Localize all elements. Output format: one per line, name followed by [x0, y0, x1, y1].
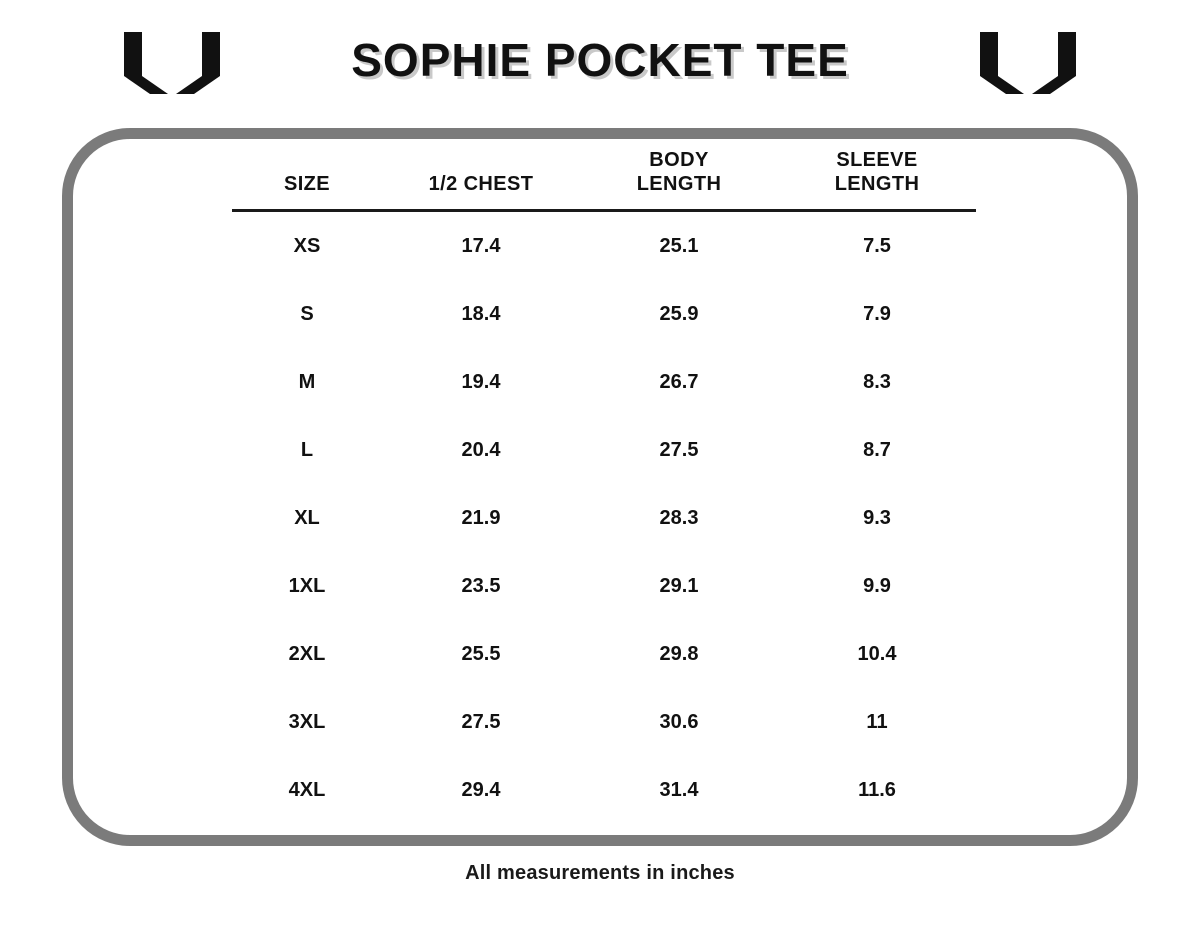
- size-chart-table: [232, 148, 976, 824]
- table-header-row: [232, 148, 976, 210]
- column-header-body-length: [580, 148, 778, 210]
- cell-sleeve-length: 8.3: [863, 370, 891, 393]
- cell-sleeve-length: 11.6: [858, 778, 896, 801]
- table-row: [232, 484, 976, 552]
- cell-sleeve-length: 9.9: [863, 574, 891, 597]
- cell-body-length: 25.1: [659, 234, 699, 257]
- cell-size: XL: [294, 506, 320, 529]
- cell-sleeve-length: 8.7: [863, 438, 891, 461]
- cell-size: L: [300, 438, 314, 461]
- cell-body-length: 26.7: [659, 370, 699, 393]
- column-header-sleeve-length-line2: LENGTH: [834, 173, 920, 196]
- column-header-body-length-line1: BODY: [649, 149, 709, 171]
- table-header: [232, 148, 976, 210]
- cell-body-length: 31.4: [659, 778, 699, 801]
- cell-size: 1XL: [288, 574, 326, 597]
- cell-half-chest: 19.4: [461, 370, 501, 393]
- table-row: [232, 552, 976, 620]
- cell-body-length: 28.3: [659, 506, 699, 529]
- cell-half-chest: 17.4: [461, 234, 501, 257]
- page-title: SOPHIE POCKET TEE: [351, 34, 849, 86]
- cell-sleeve-length: 7.5: [863, 234, 891, 257]
- table-row: [232, 280, 976, 348]
- cell-body-length: 29.1: [659, 574, 699, 597]
- cell-sleeve-length: 10.4: [857, 642, 897, 665]
- cell-half-chest: 20.4: [461, 438, 501, 461]
- cell-half-chest: 18.4: [461, 302, 501, 325]
- table-row: [232, 210, 976, 280]
- cell-half-chest: 21.9: [461, 506, 501, 529]
- cell-size: S: [300, 302, 314, 325]
- cell-size: M: [298, 370, 316, 393]
- cell-sleeve-length: 11: [866, 710, 888, 733]
- cell-half-chest: 27.5: [461, 710, 501, 733]
- cell-half-chest: 23.5: [461, 574, 501, 597]
- measurements-footnote: All measurements in inches: [465, 862, 735, 884]
- size-chart-table-wrapper: [232, 148, 976, 824]
- brand-chevron-logo-icon: [980, 32, 1076, 94]
- cell-sleeve-length: 7.9: [863, 302, 891, 325]
- cell-body-length: 29.8: [659, 642, 699, 665]
- cell-half-chest: 29.4: [461, 778, 501, 801]
- cell-size: 2XL: [288, 642, 326, 665]
- table-row: [232, 756, 976, 824]
- column-header-half-chest: 1/2 CHEST: [428, 173, 534, 196]
- cell-size: XS: [293, 234, 321, 257]
- cell-half-chest: 25.5: [461, 642, 501, 665]
- table-row: [232, 416, 976, 484]
- table-body: [232, 210, 976, 824]
- column-header-sleeve-length-line1: SLEEVE: [836, 149, 918, 171]
- cell-body-length: 25.9: [659, 302, 699, 325]
- column-header-body-length-line2: LENGTH: [636, 173, 722, 196]
- cell-body-length: 27.5: [659, 438, 699, 461]
- table-row: [232, 620, 976, 688]
- cell-size: 4XL: [288, 778, 326, 801]
- column-header-size: SIZE: [283, 173, 331, 196]
- table-row: [232, 688, 976, 756]
- cell-size: 3XL: [288, 710, 326, 733]
- brand-chevron-logo-icon: [124, 32, 220, 94]
- page-header: [0, 0, 1200, 120]
- column-header-sleeve-length: [778, 148, 976, 210]
- cell-body-length: 30.6: [659, 710, 699, 733]
- table-row: [232, 348, 976, 416]
- cell-sleeve-length: 9.3: [863, 506, 891, 529]
